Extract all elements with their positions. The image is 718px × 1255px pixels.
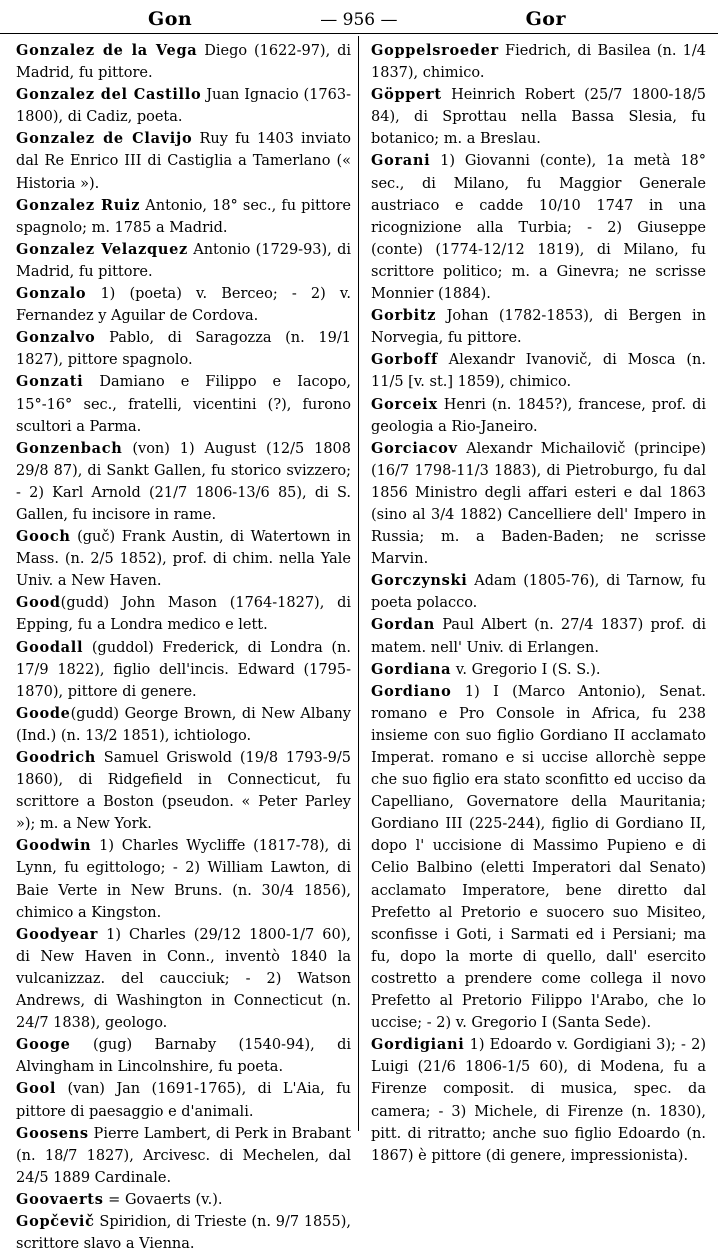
- entry-headword: Gonzalez de la Vega: [16, 42, 198, 59]
- dictionary-entry: [16, 283, 351, 327]
- entry-text: Alexandr Michailovič (principe) (16/7 1798-11/3 1883), di Pietroburgo, fu dal 1856 Ministro degli affari esteri e dal 1863 (sino al 3/4 1882) Cancelliere dell' Impero in Russia; m. a Baden-Baden; ne scrisse Marvin.: [371, 440, 706, 568]
- entry-text: 1) Charles (29/12 1800-1/7 60), di New Haven in Conn., inventò 1840 la vulcanizzaz. del caucciuk; - 2) Watson Andrews, di Washington in Connecticut (n. 24/7 1838), geologo.: [16, 926, 351, 1032]
- entry-headword: Gonzalez de Clavijo: [16, 130, 193, 148]
- entry-text: 1) Charles Wycliffe (1817-78), di Lynn, fu egittologo; - 2) William Lawton, di Baie Verte in New Bruns. (n. 30/4 1856), chimico a Kingston.: [16, 838, 351, 921]
- entry-text: Fiedrich, di Basilea (n. 1/4 1837), chimico.: [371, 43, 706, 82]
- dictionary-entry: [371, 659, 706, 681]
- entry-text: Adam (1805-76), di Tarnow, fu poeta polacco.: [371, 573, 706, 612]
- entry-headword: Gopčevič: [16, 1212, 95, 1230]
- entry-text: Ruy fu 1403 inviato dal Re Enrico III di Castiglia a Tamerlano (« Historia »).: [16, 131, 352, 192]
- dictionary-entry: [16, 195, 351, 239]
- entry-headword: Googe: [16, 1036, 71, 1054]
- dictionary-entry: [16, 835, 351, 923]
- dictionary-entry: [371, 614, 706, 658]
- entry-text: Paul Albert (n. 27/4 1837) prof. di matem. nell' Univ. di Erlangen.: [371, 617, 706, 656]
- entry-text: Heinrich Robert (25/7 1800-18/5 84), di Sprottau nella Bassa Slesia, fu botanico; m. a Breslau.: [371, 87, 706, 148]
- entry-headword: Good: [16, 594, 61, 612]
- entry-text: (gug) Barnaby (1540-94), di Alvingham in Lincolnshire, fu poeta.: [16, 1037, 351, 1076]
- dictionary-entry: [371, 84, 706, 150]
- dictionary-entry: [16, 1034, 351, 1078]
- entry-text: Johan (1782-1853), di Bergen in Norvegia, fu pittore.: [371, 308, 706, 347]
- dictionary-entry: [16, 747, 351, 835]
- dictionary-entry: [371, 438, 706, 571]
- dictionary-entry: [16, 592, 351, 636]
- left-headword: Gon: [148, 8, 193, 30]
- dictionary-entry: [16, 128, 351, 194]
- entry-text: Spiridion, di Trieste (n. 9/7 1855), scrittore slavo a Vienna.: [16, 1213, 351, 1253]
- dictionary-entry: [16, 924, 351, 1034]
- dictionary-entry: [371, 40, 706, 84]
- entry-text: Pierre Lambert, di Perk in Brabant (n. 18/7 1827), Arcivesc. di Mechelen, dal 24/5 1889 Cardinale.: [16, 1125, 351, 1186]
- entry-headword: Gooch: [16, 528, 71, 546]
- entry-headword: Gorani: [371, 152, 431, 170]
- dictionary-entry: [16, 239, 351, 283]
- entry-headword: Göppert: [371, 86, 442, 104]
- entry-text: Antonio (1729-93), di Madrid, fu pittore.: [16, 241, 351, 280]
- left-column: [16, 40, 352, 1253]
- entry-headword: Goodwin: [16, 837, 92, 855]
- entry-headword: Goovaerts: [16, 1190, 104, 1208]
- dictionary-entry: [371, 394, 706, 438]
- column-divider: [358, 36, 359, 1131]
- entry-headword: Gordan: [371, 616, 435, 634]
- entry-headword: Gool: [16, 1080, 57, 1098]
- entry-headword: Goodall: [16, 638, 84, 656]
- dictionary-entry: [16, 327, 351, 371]
- entry-text: Damiano e Filippo e Iacopo, 15°-16° sec., fratelli, vicentini (?), furono scultori a Parma.: [16, 374, 351, 435]
- entry-text: Samuel Griswold (19/8 1793-9/5 1860), di Ridgefield in Connecticut, fu scrittore a Boston (pseudon. « Peter Parley »); m. a New York.: [16, 750, 351, 833]
- page-header: [0, 0, 718, 34]
- dictionary-entry: [371, 349, 706, 393]
- entry-headword: Gonzati: [16, 373, 84, 391]
- dictionary-entry: [16, 40, 351, 84]
- entry-headword: Gordiano: [371, 682, 452, 700]
- entry-text: (von) 1) August (12/5 1808 29/8 87), di Sankt Gallen, fu storico svizzero; - 2) Karl Arnold (21/7 1806-13/6 85), di S. Gallen, fu incisore in rame.: [16, 440, 351, 523]
- right-headword: Gor: [525, 8, 566, 30]
- dictionary-entry: [16, 438, 351, 526]
- entry-text: (gudd) John Mason (1764-1827), di Epping, fu a Londra medico e lett.: [16, 595, 351, 634]
- entry-headword: Goodyear: [16, 925, 99, 943]
- page-number: — 956 —: [320, 10, 398, 30]
- entry-text: 1) Edoardo v. Gordigiani 3); - 2) Luigi (21/6 1806-1/5 60), di Modena, fu a Firenze composit. di musica, spec. da camera; - 3) Michele, di Firenze (n. 1830), pitt. di ritratto; anche suo figlio Edoardo (n. 1867) è pittore (di genere, impressionista).: [371, 1037, 706, 1164]
- entry-text: = Govaerts (v.).: [103, 1191, 223, 1208]
- entry-headword: Goosens: [16, 1124, 89, 1142]
- dictionary-entry: [371, 150, 706, 305]
- entry-text: Pablo, di Saragozza (n. 19/1 1827), pittore spagnolo.: [16, 330, 351, 369]
- dictionary-entry: [16, 637, 351, 703]
- entry-headword: Gonzalvo: [16, 329, 96, 347]
- entry-text: Diego (1622-97), di Madrid, fu pittore.: [16, 43, 351, 82]
- entry-headword: Gonzalez Ruiz: [16, 196, 141, 214]
- entry-text: (guč) Frank Austin, di Watertown in Mass. (n. 2/5 1852), prof. di chim. nella Yale Univ. a New Haven.: [16, 529, 351, 590]
- dictionary-entry: [16, 1078, 351, 1122]
- dictionary-entry: [16, 526, 351, 592]
- dictionary-entry: [16, 1211, 351, 1255]
- entry-text: 1) (poeta) v. Berceo; - 2) v. Fernandez y Aguilar de Cordova.: [16, 286, 351, 325]
- entry-headword: Gorceix: [371, 395, 438, 413]
- dictionary-entry: [16, 703, 351, 747]
- dictionary-entry: [371, 1034, 706, 1167]
- entry-text: Alexandr Ivanovič, di Mosca (n. 11/5 [v. st.] 1859), chimico.: [371, 352, 706, 391]
- entry-headword: Gonzalez del Castillo: [16, 86, 202, 104]
- entry-headword: Gorboff: [371, 351, 438, 369]
- entry-headword: Gonzenbach: [16, 439, 123, 457]
- entry-headword: Gorbitz: [371, 307, 437, 325]
- entry-headword: Gordigiani: [371, 1036, 465, 1054]
- entry-headword: Gordiana: [371, 660, 452, 678]
- dictionary-entry: [16, 84, 351, 128]
- entry-headword: Gorczynski: [371, 572, 468, 590]
- entry-headword: Goppelsroeder: [371, 42, 499, 59]
- entry-text: 1) Giovanni (conte), 1a metà 18° sec., di Milano, fu Maggior Generale austriaco e cadde 10/10 1747 in una ricognizione alla Turbia; - 2) Giuseppe (conte) (1774-12/12 1819), di Milano, fu scrittore politico; m. a Ginevra; ne scrisse Monnier (1884).: [371, 153, 706, 303]
- entry-text: 1) I (Marco Antonio), Senat. romano e Pro Console in Africa, fu 238 insieme con suo figlio Gordiano II acclamato Imperat. romano e si uccise allorchè seppe che suo figlio era stato sconfitto ed ucciso da Capelliano, Governatore della Mauritania; Gordiano III (225-244), figlio di Gordiano II, dopo l' uccisione di Massimo Pupieno e di Celio Balbino (eletti Imperatori dal Senato) acclamato Imperatore, bene diretto dal Prefetto al Pretorio e suocero suo Misiteo, sconfisse i Goti, i Sarmati ed i Persiani; ma fu, dopo la morte di quello, dall' esercito costretto a prendere come collega il novo Prefetto al Pretorio Filippo l'Arabo, che lo uccise; - 2) v. Gregorio I (Santa Sede).: [371, 683, 706, 1032]
- dictionary-entry: [371, 570, 706, 614]
- entry-headword: Gonzalez Velazquez: [16, 240, 188, 258]
- entry-text: Henri (n. 1845?), francese, prof. di geologia a Rio-Janeiro.: [371, 396, 706, 435]
- entry-headword: Goode: [16, 704, 71, 722]
- dictionary-entry: [16, 1123, 351, 1189]
- entry-text: (gudd) George Brown, di New Albany (Ind.) (n. 13/2 1851), ichtiologo.: [16, 705, 351, 744]
- dictionary-entry: [16, 1189, 351, 1211]
- entry-headword: Gorciacov: [371, 439, 458, 457]
- entry-text: (van) Jan (1691-1765), di L'Aia, fu pittore di paesaggio e d'animali.: [16, 1081, 351, 1120]
- entry-text: (guddol) Frederick, di Londra (n. 17/9 1822), figlio dell'incis. Edward (1795-1870), pittore di genere.: [16, 639, 351, 700]
- dictionary-entry: [371, 681, 706, 1035]
- entry-text: Juan Ignacio (1763-1800), di Cadiz, poeta.: [16, 87, 352, 126]
- entry-headword: Goodrich: [16, 749, 96, 766]
- entry-text: Antonio, 18° sec., fu pittore spagnolo; m. 1785 a Madrid.: [16, 197, 351, 236]
- dictionary-entry: [16, 371, 351, 437]
- right-column: [371, 40, 706, 1164]
- dictionary-entry: [371, 305, 706, 349]
- entry-headword: Gonzalo: [16, 285, 87, 303]
- entry-text: v. Gregorio I (S. S.).: [451, 661, 601, 678]
